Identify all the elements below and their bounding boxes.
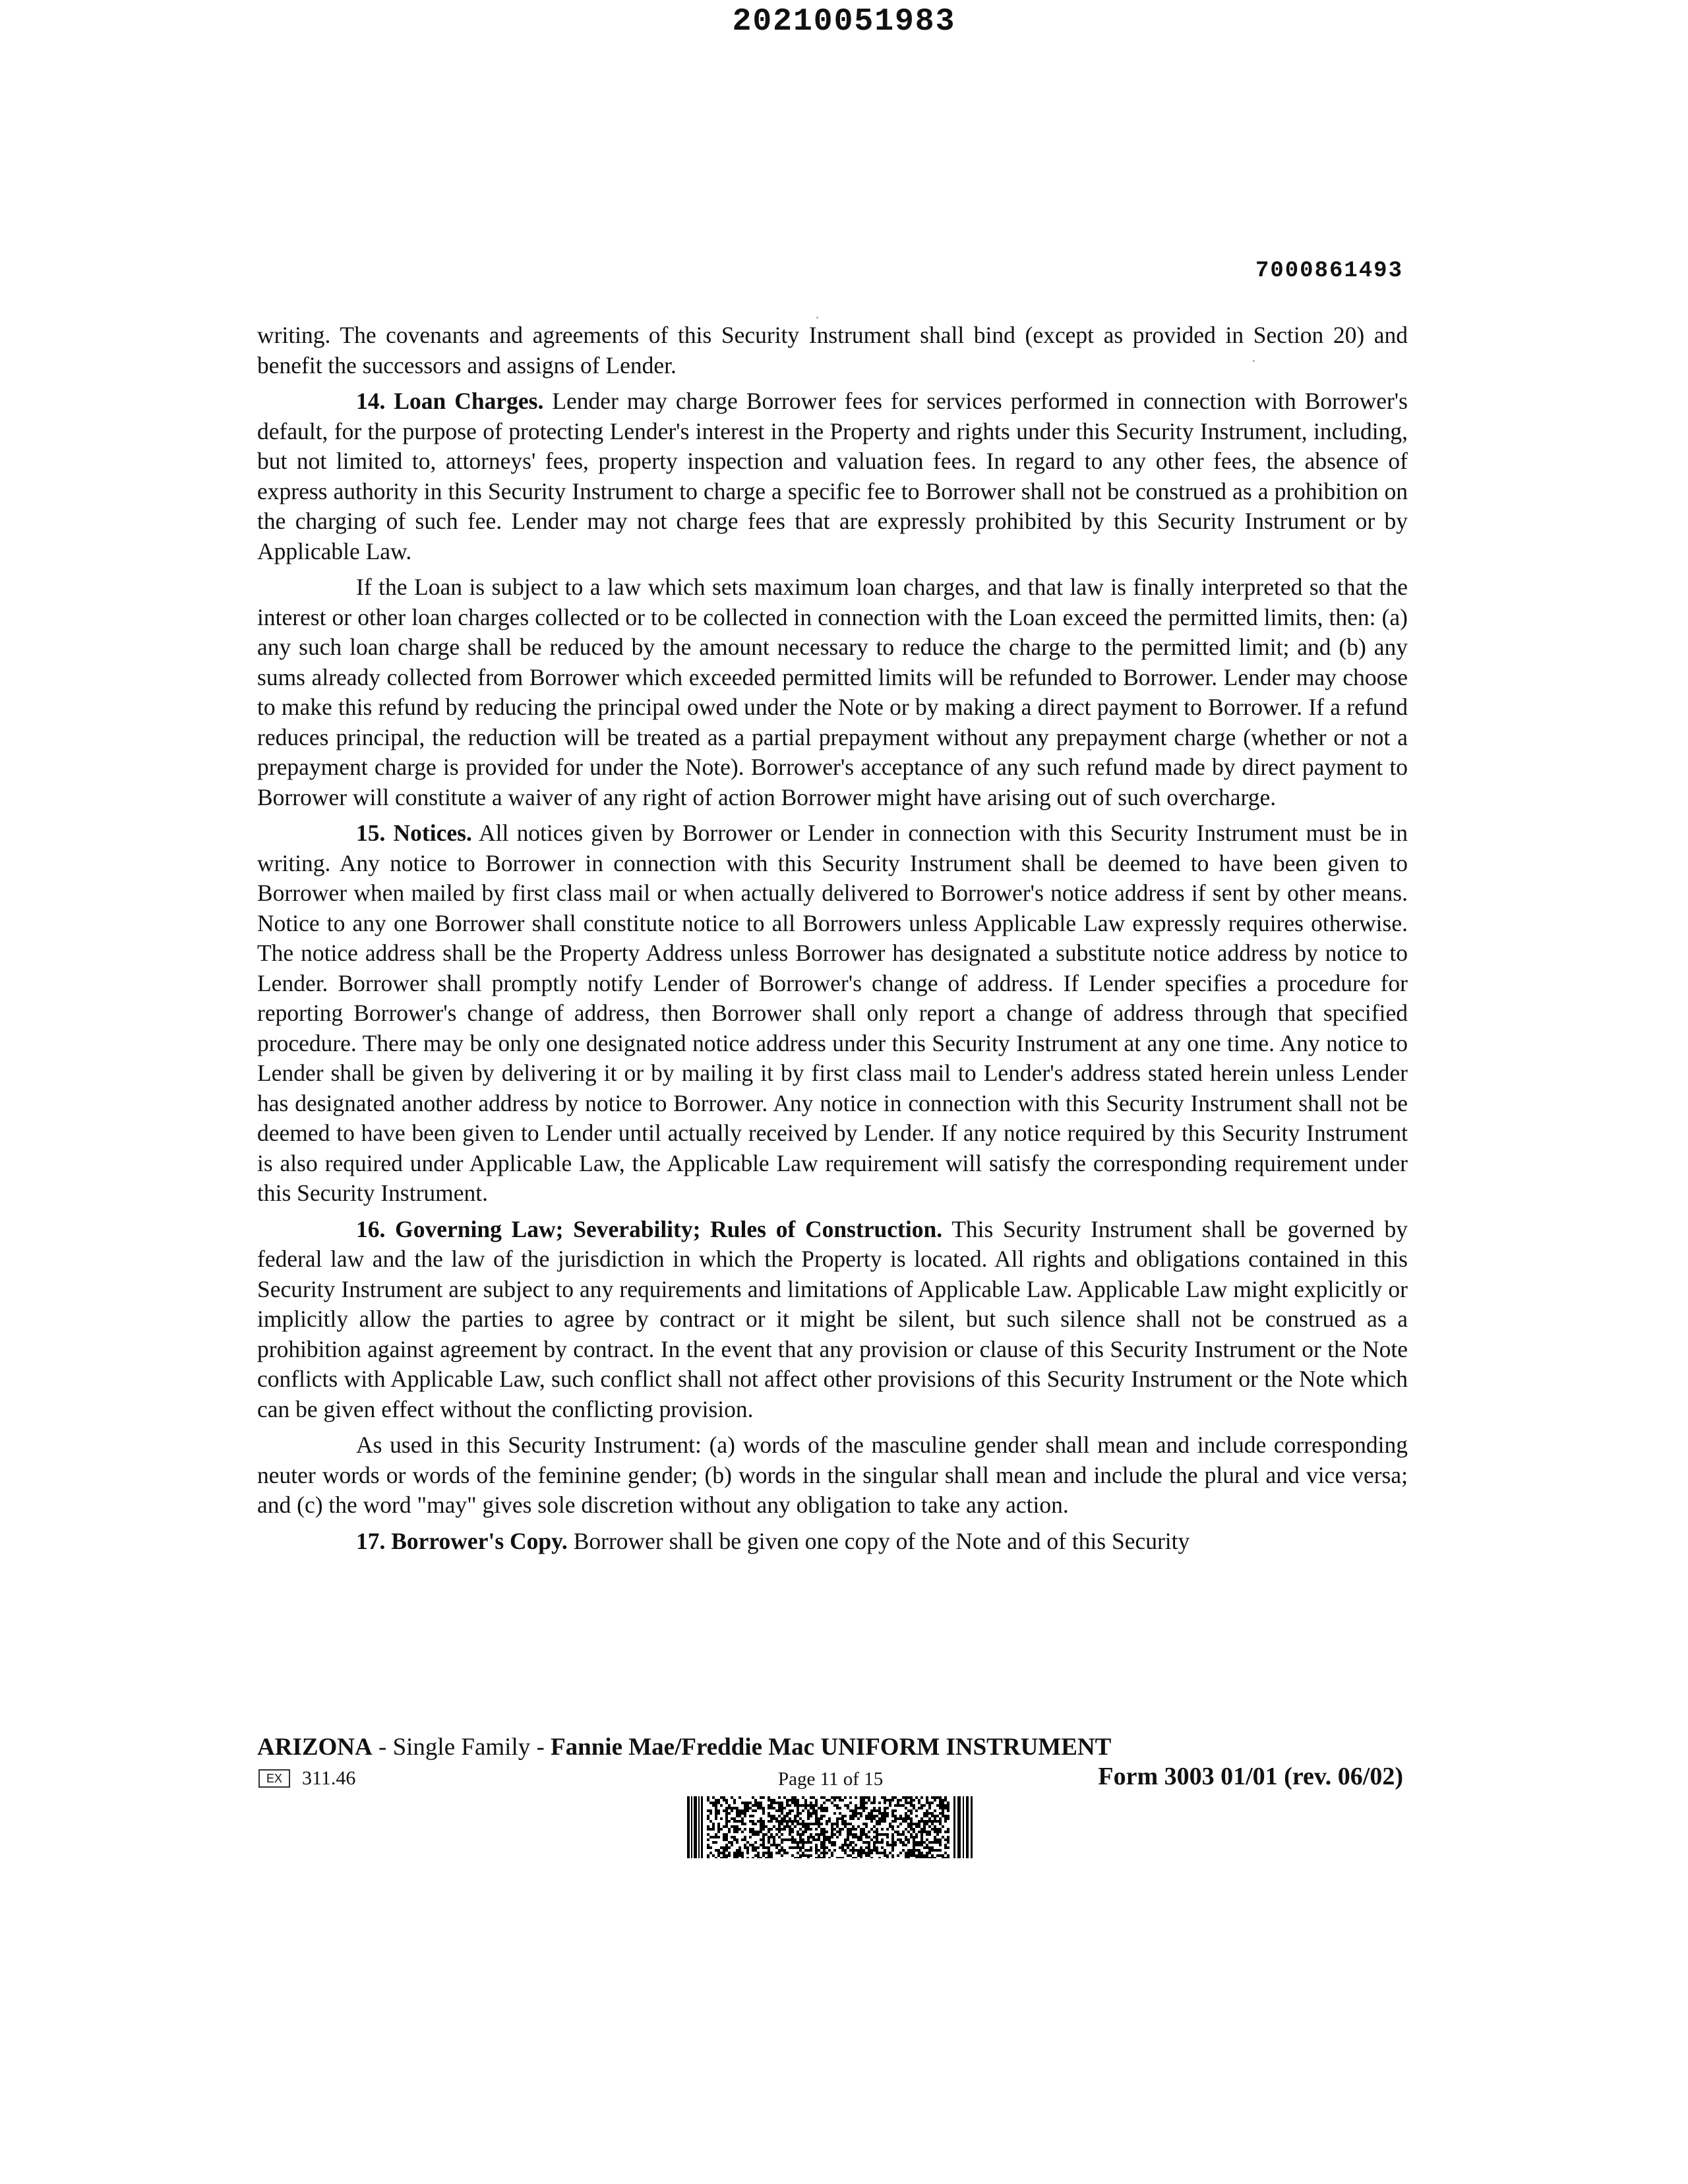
section-15-notices (257, 818, 1408, 1209)
footer-instrument: Fannie Mae/Freddie Mac UNIFORM INSTRUMENT (551, 1734, 1112, 1761)
recording-number: 20210051983 (732, 4, 956, 40)
section-14-paragraph-2: If the Loan is subject to a law which sets maximum loan charges, and that law is finally interpreted so that the interest or other loan charges collected or to be collected in connection with the Loan exceed the permitted limits, then: (a) any such loan charge shall be reduced by the amount necessary to reduce the charge to the permitted limit; and (b) any sums already collected from Borrower which exceeded permitted limits will be refunded to Borrower. Lender may choose to make this refund by reducing the principal owed under the Note or by making a direct payment to Borrower. If a refund reduces principal, the reduction will be treated as a partial prepayment without any prepayment charge (whether or not a prepayment charge is provided for under the Note). Borrower's acceptance of any such refund made by direct payment to Borrower will constitute a waiver of any right of action Borrower might have arising out of such overcharge. (257, 574, 1408, 810)
scan-speck (816, 317, 818, 318)
footer-separator: - Single Family - (372, 1734, 551, 1761)
section-17-borrowers-copy (257, 1527, 1408, 1557)
section-text: This Security Instrument shall be governed by federal law and the law of the jurisdiction in which the Property is located. All rights and obligations contained in this Security Instrument are subject to any requirements and limitations of Applicable Law. Applicable Law might explicitly or implicitly allow the parties to agree by contract or it might be silent, but such silence shall not be construed as a prohibition against agreement by contract. In the event that any provision or clause of this Security Instrument or the Note conflicts with Applicable Law, such conflict shall not affect other provisions of this Security Instrument or the Note which can be given effect without the conflicting provision. (257, 1215, 1408, 1422)
form-number: Form 3003 01/01 (rev. 06/02) (1098, 1763, 1403, 1790)
document-body (257, 320, 1408, 1562)
loan-number: 7000861493 (1255, 258, 1403, 284)
section-heading: 16. Governing Law; Severability; Rules of Construction. (356, 1215, 943, 1242)
section-text: Lender may charge Borrower fees for services performed in connection with Borrower's default, for the purpose of protecting Lender's interest in the Property and rights under this Security Instrument, including, but not limited to, attorneys' fees, property inspection and valuation fees. In regard to any other fees, the absence of express authority in this Security Instrument to charge a specific fee to Borrower shall not be construed as a prohibition on the charging of such fee. Lender may not charge fees that are expressly prohibited by this Security Instrument or by Applicable Law. (257, 388, 1408, 564)
footer-form-code (258, 1767, 355, 1790)
section-16-governing-law (257, 1215, 1408, 1425)
page-number: Page 11 of 15 (778, 1769, 884, 1790)
ex-logo-icon: EX (258, 1769, 290, 1788)
section-heading: 17. Borrower's Copy. (356, 1527, 568, 1554)
form-code: 311.46 (302, 1767, 356, 1789)
section-text: All notices given by Borrower or Lender in connection with this Security Instrument must be in writing. Any notice to Borrower in connection with this Security Instrument shall be deemed to have been given to Borrower when mailed by first class mail or when actually delivered to Borrower's notice address if sent by other means. Notice to any one Borrower shall constitute notice to all Borrowers unless Applicable Law expressly requires otherwise. The notice address shall be the Property Address unless Borrower has designated a substitute notice address by notice to Lender. Borrower shall promptly notify Lender of Borrower's change of address. If Lender specifies a procedure for reporting Borrower's change of address, then Borrower shall only report a change of address through that specified procedure. There may be only one designated notice address under this Security Instrument at any one time. Any notice to Lender shall be given by delivering it or by mailing it by first class mail to Lender's address stated herein unless Lender has designated another address by notice to Borrower. Any notice in connection with this Security Instrument shall not be deemed to have been given to Lender until actually received by Lender. If any notice required by this Security Instrument is also required under Applicable Law, the Applicable Law requirement will satisfy the corresponding requirement under this Security Instrument. (257, 820, 1408, 1206)
footer-form-title (257, 1733, 1111, 1761)
section-heading: 14. Loan Charges. (356, 388, 544, 414)
section-16-paragraph-2: As used in this Security Instrument: (a) words of the masculine gender shall mean and include corresponding neuter words or words of the feminine gender; (b) words in the singular shall mean and include the plural and vice versa; and (c) the word "may" gives sole discretion without any obligation to take any action. (257, 1432, 1408, 1518)
section-text: Borrower shall be given one copy of the Note and of this Security (567, 1527, 1190, 1554)
section-heading: 15. Notices. (356, 820, 472, 846)
footer-state: ARIZONA (257, 1734, 373, 1761)
barcode-icon (687, 1796, 973, 1858)
section-14-loan-charges (257, 386, 1408, 566)
paragraph-continuation: writing. The covenants and agreements of this Security Instrument shall bind (except as provided in Section 20) and benefit the successors and assigns of Lender. (257, 322, 1408, 379)
